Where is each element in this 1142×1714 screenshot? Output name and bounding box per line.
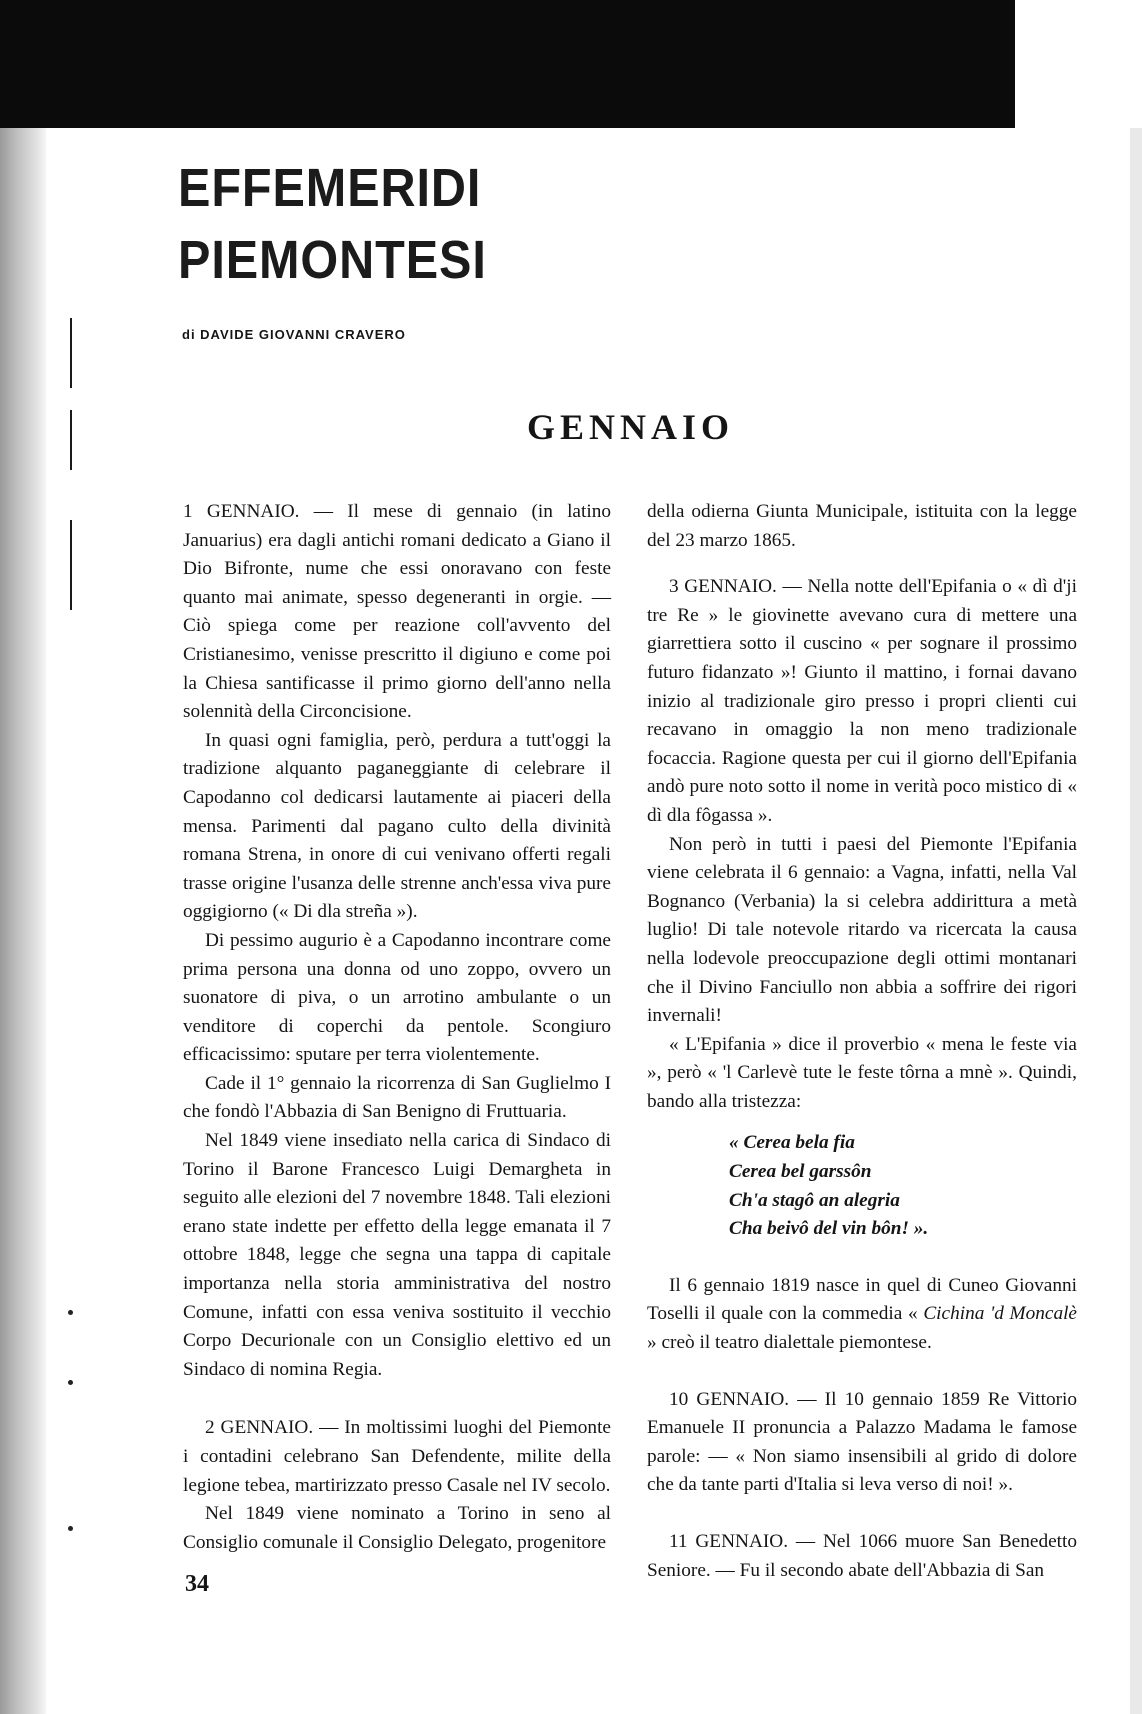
- spine-mark: [70, 520, 72, 610]
- page-number: 34: [185, 1571, 209, 1597]
- left-column: [183, 498, 611, 1557]
- right-column: [647, 498, 1077, 1585]
- dialect-poem: [729, 1129, 1077, 1243]
- title-line: PIEMONTESI: [178, 230, 487, 290]
- poem-line: « Cerea bela fia: [729, 1132, 855, 1154]
- paragraph: [647, 1272, 1077, 1358]
- poem-line: Cha beivô del vin bôn! ».: [729, 1218, 929, 1240]
- article-title: [178, 152, 487, 296]
- paragraph: della odierna Giunta Municipale, istituita con la legge del 23 marzo 1865.: [647, 501, 1077, 551]
- paragraph: Non però in tutti i paesi del Piemonte l'Epifania viene celebrata il 6 gennaio: a Vagna, infatti, nella Val Bognanco (Verbania) la si celebra addirittura a metà luglio! Di tale notevole ritardo va ricercata la causa nella lodevole preoccupazione degli ottimi montanari che il Divino Fanciullo non abbia a soffrire dei rigori invernali!: [647, 833, 1077, 1027]
- margin-speck: [68, 1380, 73, 1385]
- title-line: EFFEMERIDI: [178, 158, 482, 218]
- paragraph: 1 GENNAIO. — Il mese di gennaio (in latino Januarius) era dagli antichi romani dedicato a Giano il Dio Bifronte, nume che essi onoravano con feste quanto mai animate, spesso degeneranti in orgie. — Ciò spiega come per reazione coll'avvento del Cristianesimo, venisse prescritto il digiuno e come poi la Chiesa santificasse il primo giorno dell'anno nella solennità della Circoncisione.: [183, 501, 611, 723]
- scan-right-edge: [1130, 128, 1142, 1714]
- paragraph: 11 GENNAIO. — Nel 1066 muore San Benedetto Seniore. — Fu il secondo abate dell'Abbazia di San: [647, 1531, 1077, 1581]
- margin-speck: [68, 1526, 73, 1531]
- section-heading: GENNAIO: [527, 407, 735, 447]
- text-run: » creò il teatro dialettale piemontese.: [647, 1332, 932, 1354]
- paragraph: Cade il 1° gennaio la ricorrenza di San Guglielmo I che fondò l'Abbazia di San Benigno di Fruttuaria.: [183, 1072, 611, 1123]
- margin-speck: [68, 1310, 73, 1315]
- paragraph: Nel 1849 viene nominato a Torino in seno al Consiglio comunale il Consiglio Delegato, progenitore: [183, 1503, 611, 1553]
- paragraph: Nel 1849 viene insediato nella carica di Sindaco di Torino il Barone Francesco Luigi Demargheta in seguito alle elezioni del 7 novembre 1848. Tali elezioni erano state indette per effetto della legge emanata il 7 ottobre 1848, legge che segna una tappa di capitale importanza nella storia amministrativa del nostro Comune, infatti con essa veniva sostituito il vecchio Corpo Decurionale con un Consiglio elettivo ed un Sindaco di nomina Regia.: [183, 1130, 611, 1380]
- spine-mark: [70, 318, 72, 388]
- text-run: Il 6 gennaio 1819 nasce in quel di Cuneo Giovanni Toselli il quale con la commedia «: [647, 1274, 1077, 1325]
- poem-line: Ch'a stagô an alegria: [729, 1189, 900, 1211]
- spine-mark: [70, 410, 72, 470]
- book-spine-shadow: [0, 128, 46, 1714]
- poem-line: Cerea bel garssôn: [729, 1161, 872, 1183]
- paragraph: 3 GENNAIO. — Nella notte dell'Epifania o « dì d'ji tre Re » le giovinette avevano cura di mettere una giarrettiera sotto il cuscino « per sognare il prossimo futuro fidanzato »! Giunto il mattino, i fornai davano inizio al tradizionale giro presso i propri clienti cui recavano in omaggio la non meno tradizionale focaccia. Ragione questa per cui il giorno dell'Epifania andò pure noto sotto il nome in verità poco mistico di « dì dla fôgassa ».: [647, 576, 1077, 826]
- paragraph: 2 GENNAIO. — In moltissimi luoghi del Piemonte i contadini celebrano San Defendente, milite della legione tebea, martirizzato presso Casale nel IV secolo.: [183, 1417, 611, 1496]
- paragraph: « L'Epifania » dice il proverbio « mena le feste via », però « 'l Carlevè tute le feste tôrna a mnè ». Quindi, bando alla tristezza:: [647, 1033, 1077, 1112]
- author-byline: di DAVIDE GIOVANNI CRAVERO: [182, 327, 406, 342]
- play-title: Cichina 'd Moncalè: [923, 1303, 1077, 1325]
- paragraph: 10 GENNAIO. — Il 10 gennaio 1859 Re Vittorio Emanuele II pronuncia a Palazzo Madama le famose parole: — « Non siamo insensibili al grido di dolore che da tante parti d'Italia si leva verso di noi! ».: [647, 1388, 1077, 1496]
- paragraph: Di pessimo augurio è a Capodanno incontrare come prima persona una donna od uno zoppo, ovvero un suonatore di piva, o un arrotino ambulante o un venditore di coperchi da pentole. Scongiuro efficacissimo: sputare per terra violentemente.: [183, 929, 611, 1066]
- paragraph: In quasi ogni famiglia, però, perdura a tutt'oggi la tradizione alquanto paganeggiante di celebrare il Capodanno col dedicarsi lautamente ai piaceri della mensa. Parimenti dal pagano culto della divinità romana Strena, in onore di cui venivano offerti regali trasse origine l'usanza delle strenne anch'essa viva pure oggigiorno (« Di dla streña »).: [183, 729, 611, 923]
- scan-top-border: [0, 0, 1015, 128]
